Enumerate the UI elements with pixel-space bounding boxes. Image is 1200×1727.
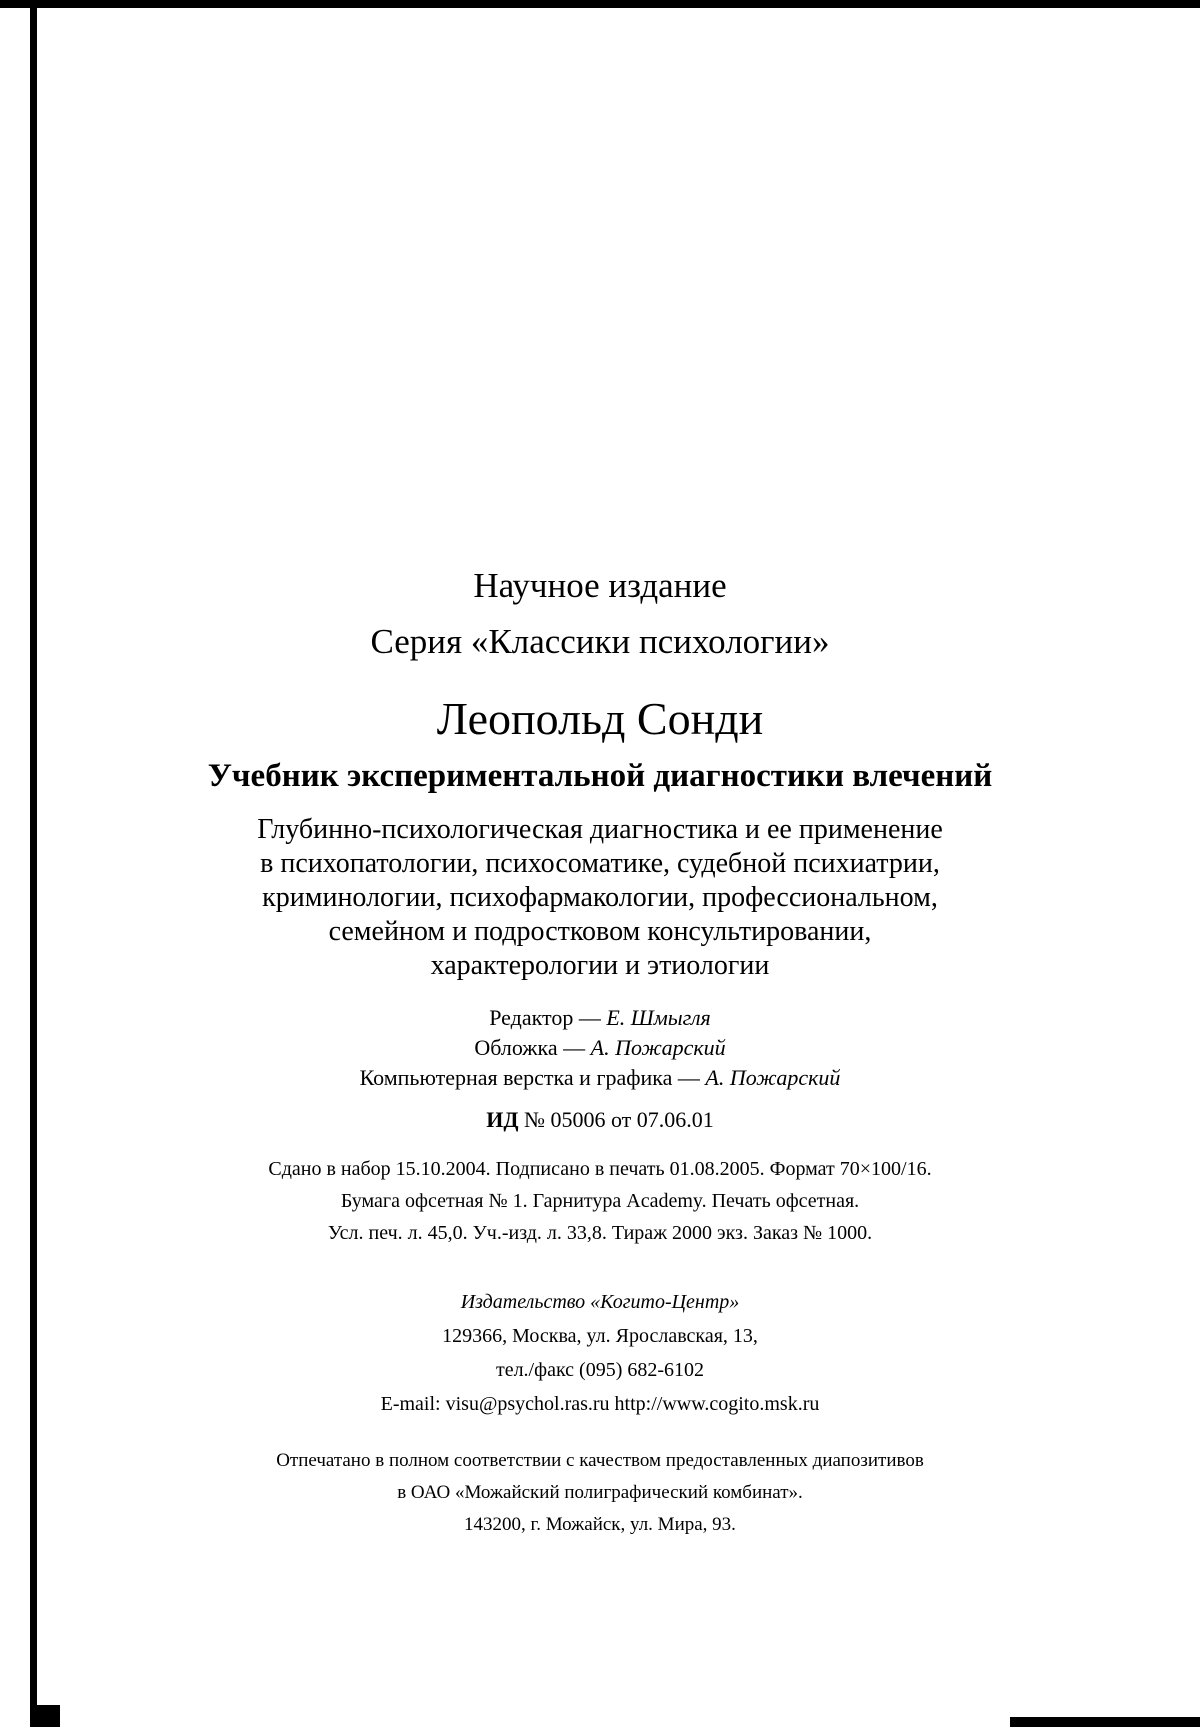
subtitle-line: семейном и подростковом консультировании, — [328, 916, 872, 947]
credit-person: А. Пожарский — [705, 1065, 841, 1090]
credit-person: Е. Шмыгля — [606, 1005, 711, 1030]
print-detail-line: Бумага офсетная № 1. Гарнитура Academy. Печать офсетная. — [340, 1190, 860, 1212]
subtitle-block — [100, 813, 1100, 983]
imprint-page — [100, 565, 1100, 1541]
license-number — [100, 1105, 1100, 1135]
credit-layout — [100, 1063, 1100, 1093]
credit-role: Редактор — — [489, 1005, 607, 1030]
publisher-contacts: E-mail: visu@psychol.ras.ru http://www.cogito.msk.ru — [380, 1393, 820, 1415]
scan-edge-corner — [30, 1705, 60, 1727]
printer-line: Отпечатано в полном соответствии с качеством предоставленных диапозитивов — [276, 1450, 924, 1471]
subtitle-line: Глубинно-психологическая диагностика и ее применение — [257, 814, 943, 845]
subtitle-line: в психопатологии, психосоматике, судебной психиатрии, — [260, 848, 940, 879]
credit-role: Обложка — — [474, 1035, 591, 1060]
credit-editor — [100, 1003, 1100, 1033]
credit-person: А. Пожарский — [590, 1035, 726, 1060]
print-detail-line: Сдано в набор 15.10.2004. Подписано в печать 01.08.2005. Формат 70×100/16. — [268, 1158, 932, 1180]
license-text: № 05006 от 07.06.01 — [518, 1107, 714, 1132]
scan-edge-bottom — [1010, 1717, 1200, 1727]
print-detail-line: Усл. печ. л. 45,0. Уч.-изд. л. 33,8. Тираж 2000 экз. Заказ № 1000. — [327, 1222, 873, 1244]
author-name: Леопольд Сонди — [436, 693, 764, 744]
printer-line: в ОАО «Можайский полиграфический комбинат». — [397, 1482, 803, 1503]
series-name: Серия «Классики психологии» — [370, 622, 830, 661]
edition-type: Научное издание — [473, 566, 727, 605]
publisher-name: Издательство «Когито-Центр» — [460, 1291, 740, 1313]
publisher-address: 129366, Москва, ул. Ярославская, 13, — [442, 1325, 758, 1347]
scan-edge-left — [30, 0, 37, 1727]
credit-role: Компьютерная верстка и графика — — [359, 1065, 706, 1090]
credits-block — [100, 1003, 1100, 1093]
scan-edge-top — [0, 0, 1200, 8]
credit-cover — [100, 1033, 1100, 1063]
print-details-block — [100, 1153, 1100, 1249]
printer-line: 143200, г. Можайск, ул. Мира, 93. — [464, 1514, 736, 1535]
printer-block — [100, 1445, 1100, 1541]
subtitle-line: криминологии, психофармакологии, профессиональном, — [262, 882, 938, 913]
book-title: Учебник экспериментальной диагностики влечений — [207, 758, 993, 794]
publisher-block — [100, 1285, 1100, 1421]
license-label: ИД — [486, 1107, 519, 1132]
publisher-phone: тел./факс (095) 682-6102 — [495, 1359, 705, 1381]
subtitle-line: характерологии и этиологии — [430, 950, 770, 981]
